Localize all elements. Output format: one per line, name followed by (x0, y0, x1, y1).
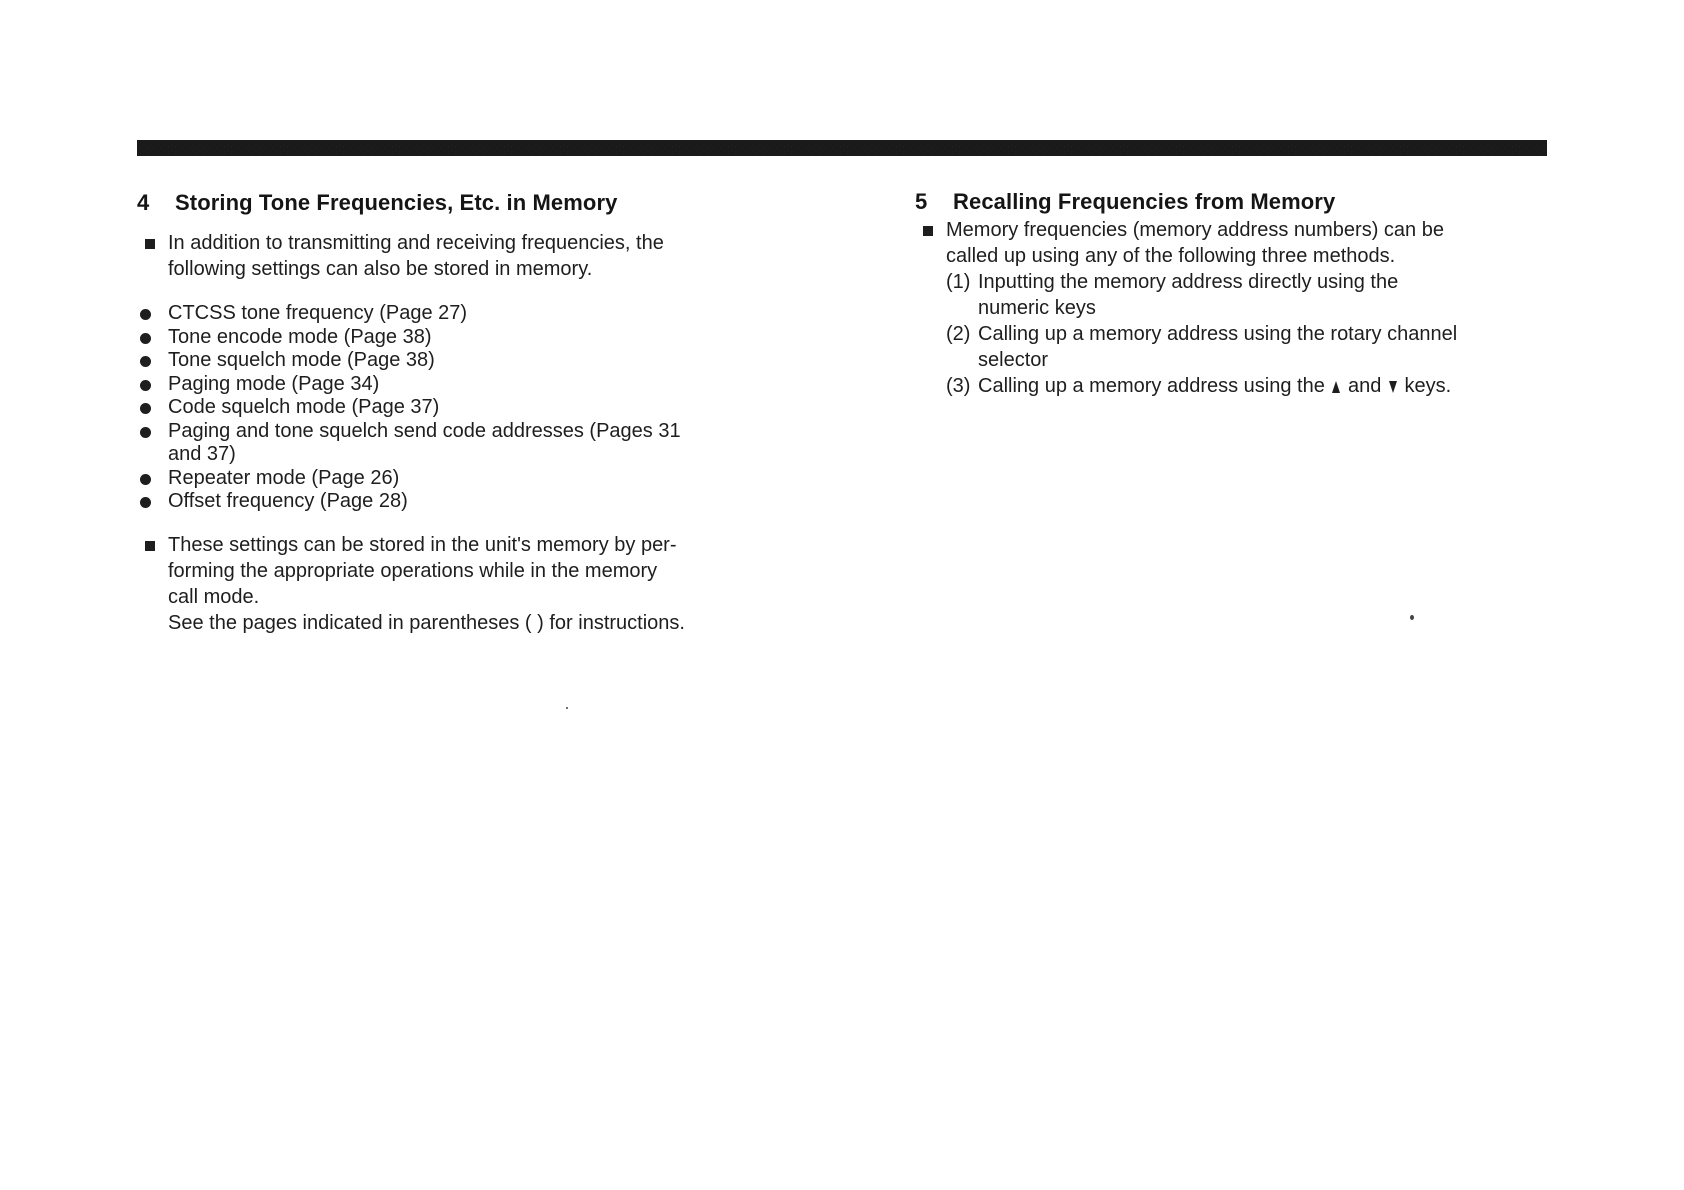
round-bullet-icon (140, 497, 151, 508)
list-item: CTCSS tone frequency (Page 27) (137, 302, 777, 326)
section-4-title: Storing Tone Frequencies, Etc. in Memory (175, 190, 618, 215)
round-bullet-icon (140, 309, 151, 320)
round-bullet-icon (140, 380, 151, 391)
round-bullet-icon (140, 356, 151, 367)
list-item: Tone encode mode (Page 38) (137, 326, 777, 350)
stored-settings-list (137, 302, 777, 514)
method-number: (2) (946, 323, 971, 345)
intro-line: following settings can also be stored in memory. (168, 258, 593, 280)
section-5-title: Recalling Frequencies from Memory (953, 189, 1336, 214)
intro-line: called up using any of the following three methods. (946, 245, 1396, 267)
square-bullet-icon (145, 239, 155, 249)
round-bullet-icon (140, 427, 151, 438)
closing-line: See the pages indicated in parentheses ( ) for instructions. (168, 611, 685, 634)
list-item: Code squelch mode (Page 37) (137, 396, 777, 420)
section-5-heading (915, 187, 1555, 217)
list-item: Repeater mode (Page 26) (137, 467, 777, 491)
section-5 (915, 187, 1555, 399)
section-5-intro (915, 217, 1555, 269)
section-4-heading (137, 188, 777, 218)
section-5-number: 5 (915, 189, 928, 214)
list-item: Offset frequency (Page 28) (137, 490, 777, 514)
section-4 (137, 188, 777, 650)
list-item: Paging mode (Page 34) (137, 373, 777, 397)
decorative-top-rule (137, 140, 1547, 156)
down-arrow-key-icon (1389, 381, 1397, 393)
section-4-intro (137, 230, 777, 282)
closing-line: call mode. (168, 585, 260, 608)
closing-line: These settings can be stored in the unit's memory by per- (168, 533, 677, 556)
list-item: Tone squelch mode (Page 38) (137, 349, 777, 373)
round-bullet-icon (140, 333, 151, 344)
list-item: (2) Calling up a memory address using the rotary channel selector (946, 323, 1458, 371)
list-item: (1) Inputting the memory address directly using the numeric keys (946, 271, 1399, 319)
section-4-closing (137, 532, 777, 636)
list-item: Paging and tone squelch send code addresses (Pages 31 and 37) (137, 420, 777, 467)
intro-line: In addition to transmitting and receiving frequencies, the (168, 232, 664, 254)
method-number: (1) (946, 271, 971, 293)
intro-line: Memory frequencies (memory address numbers) can be (946, 219, 1444, 241)
list-item: (3) Calling up a memory address using the and keys. (946, 375, 1452, 397)
section-4-number: 4 (137, 190, 150, 215)
round-bullet-icon (140, 474, 151, 485)
square-bullet-icon (145, 541, 155, 551)
recall-methods-list (915, 269, 1555, 399)
list-item-continuation: and 37) (168, 443, 236, 465)
up-arrow-key-icon (1332, 381, 1340, 393)
square-bullet-icon (923, 226, 933, 236)
scan-speck (1410, 615, 1414, 620)
round-bullet-icon (140, 403, 151, 414)
method-number: (3) (946, 375, 971, 397)
closing-line: forming the appropriate operations while in the memory (168, 559, 658, 582)
scan-speck (566, 707, 568, 709)
